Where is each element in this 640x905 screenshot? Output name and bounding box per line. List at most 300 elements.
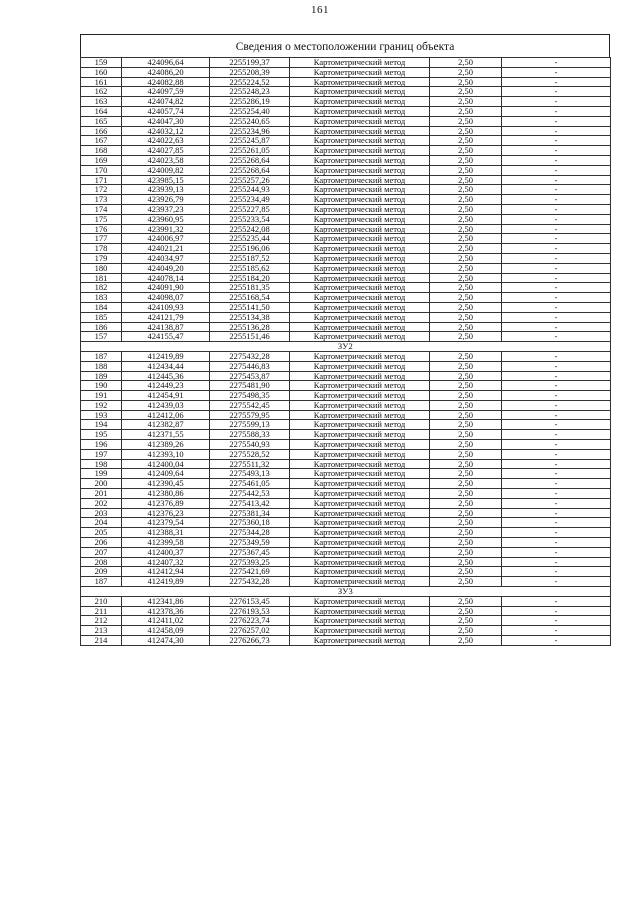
point-number-cell: 187 xyxy=(81,351,122,361)
table-row xyxy=(81,469,611,479)
x-coordinate-cell: 412341,86 xyxy=(122,596,210,606)
x-coordinate-cell: 423939,13 xyxy=(122,185,210,195)
y-coordinate-cell: 2255233,54 xyxy=(210,214,290,224)
x-coordinate-cell: 412474,30 xyxy=(122,636,210,646)
method-cell: Картометрический метод xyxy=(290,351,430,361)
accuracy-cell: 2,50 xyxy=(430,302,502,312)
accuracy-cell: 2,50 xyxy=(430,185,502,195)
table-row xyxy=(81,528,611,538)
method-cell: Картометрический метод xyxy=(290,547,430,557)
point-number-cell: 209 xyxy=(81,567,122,577)
accuracy-cell: 2,50 xyxy=(430,293,502,303)
method-cell: Картометрический метод xyxy=(290,195,430,205)
accuracy-cell: 2,50 xyxy=(430,410,502,420)
method-cell: Картометрический метод xyxy=(290,293,430,303)
table-row xyxy=(81,449,611,459)
table-row xyxy=(81,77,611,87)
table-row xyxy=(81,616,611,626)
coordinates-table-body xyxy=(81,58,611,646)
accuracy-cell: 2,50 xyxy=(430,577,502,587)
table-row xyxy=(81,146,611,156)
table-row xyxy=(81,116,611,126)
extra-cell: - xyxy=(502,508,611,518)
extra-cell: - xyxy=(502,185,611,195)
table-row xyxy=(81,538,611,548)
accuracy-cell: 2,50 xyxy=(430,312,502,322)
x-coordinate-cell: 412378,36 xyxy=(122,606,210,616)
point-number-cell: 193 xyxy=(81,410,122,420)
point-number-cell: 161 xyxy=(81,77,122,87)
extra-cell: - xyxy=(502,302,611,312)
method-cell: Картометрический метод xyxy=(290,273,430,283)
accuracy-cell: 2,50 xyxy=(430,155,502,165)
table-row xyxy=(81,185,611,195)
method-cell: Картометрический метод xyxy=(290,322,430,332)
method-cell: Картометрический метод xyxy=(290,175,430,185)
accuracy-cell: 2,50 xyxy=(430,234,502,244)
accuracy-cell: 2,50 xyxy=(430,195,502,205)
method-cell: Картометрический метод xyxy=(290,244,430,254)
table-row xyxy=(81,547,611,557)
y-coordinate-cell: 2275498,35 xyxy=(210,391,290,401)
point-number-cell: 168 xyxy=(81,146,122,156)
accuracy-cell: 2,50 xyxy=(430,165,502,175)
extra-cell: - xyxy=(502,77,611,87)
y-coordinate-cell: 2255136,28 xyxy=(210,322,290,332)
method-cell: Картометрический метод xyxy=(290,116,430,126)
table-row xyxy=(81,381,611,391)
table-row xyxy=(81,410,611,420)
table-row xyxy=(81,106,611,116)
y-coordinate-cell: 2275381,34 xyxy=(210,508,290,518)
accuracy-cell: 2,50 xyxy=(430,606,502,616)
table-row xyxy=(81,391,611,401)
accuracy-cell: 2,50 xyxy=(430,381,502,391)
table-row xyxy=(81,175,611,185)
accuracy-cell: 2,50 xyxy=(430,489,502,499)
x-coordinate-cell: 423991,32 xyxy=(122,224,210,234)
y-coordinate-cell: 2275349,59 xyxy=(210,538,290,548)
y-coordinate-cell: 2255181,35 xyxy=(210,283,290,293)
table-row xyxy=(81,371,611,381)
extra-cell: - xyxy=(502,165,611,175)
x-coordinate-cell: 424049,20 xyxy=(122,263,210,273)
point-number-cell: 189 xyxy=(81,371,122,381)
point-number-cell: 173 xyxy=(81,195,122,205)
method-cell: Картометрический метод xyxy=(290,234,430,244)
point-number-cell: 157 xyxy=(81,332,122,342)
extra-cell: - xyxy=(502,214,611,224)
point-number-cell: 202 xyxy=(81,498,122,508)
extra-cell: - xyxy=(502,322,611,332)
table-row xyxy=(81,577,611,587)
x-coordinate-cell: 424097,59 xyxy=(122,87,210,97)
table-title: Сведения о местоположении границ объекта xyxy=(80,34,610,57)
accuracy-cell: 2,50 xyxy=(430,126,502,136)
accuracy-cell: 2,50 xyxy=(430,616,502,626)
extra-cell: - xyxy=(502,87,611,97)
method-cell: Картометрический метод xyxy=(290,636,430,646)
y-coordinate-cell: 2255248,23 xyxy=(210,87,290,97)
extra-cell: - xyxy=(502,381,611,391)
extra-cell: - xyxy=(502,636,611,646)
point-number-cell: 174 xyxy=(81,204,122,214)
y-coordinate-cell: 2255254,40 xyxy=(210,106,290,116)
table-row xyxy=(81,67,611,77)
method-cell: Картометрический метод xyxy=(290,410,430,420)
page-number: 161 xyxy=(311,4,329,16)
table-row xyxy=(81,596,611,606)
accuracy-cell: 2,50 xyxy=(430,636,502,646)
method-cell: Картометрический метод xyxy=(290,302,430,312)
table-row xyxy=(81,361,611,371)
point-number-cell: 177 xyxy=(81,234,122,244)
accuracy-cell: 2,50 xyxy=(430,67,502,77)
extra-cell: - xyxy=(502,440,611,450)
point-number-cell: 203 xyxy=(81,508,122,518)
accuracy-cell: 2,50 xyxy=(430,273,502,283)
point-number-cell: 159 xyxy=(81,58,122,68)
method-cell: Картометрический метод xyxy=(290,508,430,518)
accuracy-cell: 2,50 xyxy=(430,97,502,107)
extra-cell: - xyxy=(502,244,611,254)
y-coordinate-cell: 2255242,08 xyxy=(210,224,290,234)
section-label-row xyxy=(81,342,611,352)
accuracy-cell: 2,50 xyxy=(430,508,502,518)
extra-cell: - xyxy=(502,449,611,459)
y-coordinate-cell: 2255240,65 xyxy=(210,116,290,126)
extra-cell: - xyxy=(502,97,611,107)
point-number-cell: 169 xyxy=(81,155,122,165)
x-coordinate-cell: 412390,45 xyxy=(122,479,210,489)
extra-cell: - xyxy=(502,224,611,234)
point-number-cell: 207 xyxy=(81,547,122,557)
point-number-cell: 179 xyxy=(81,253,122,263)
method-cell: Картометрический метод xyxy=(290,469,430,479)
y-coordinate-cell: 2275493,13 xyxy=(210,469,290,479)
point-number-cell: 191 xyxy=(81,391,122,401)
x-coordinate-cell: 424098,07 xyxy=(122,293,210,303)
method-cell: Картометрический метод xyxy=(290,165,430,175)
point-number-cell: 199 xyxy=(81,469,122,479)
method-cell: Картометрический метод xyxy=(290,498,430,508)
x-coordinate-cell: 412412,06 xyxy=(122,410,210,420)
extra-cell: - xyxy=(502,391,611,401)
extra-cell: - xyxy=(502,489,611,499)
x-coordinate-cell: 424022,63 xyxy=(122,136,210,146)
extra-cell: - xyxy=(502,606,611,616)
method-cell: Картометрический метод xyxy=(290,557,430,567)
point-number-cell: 160 xyxy=(81,67,122,77)
method-cell: Картометрический метод xyxy=(290,420,430,430)
accuracy-cell: 2,50 xyxy=(430,175,502,185)
x-coordinate-cell: 412400,37 xyxy=(122,547,210,557)
method-cell: Картометрический метод xyxy=(290,400,430,410)
accuracy-cell: 2,50 xyxy=(430,440,502,450)
accuracy-cell: 2,50 xyxy=(430,214,502,224)
section-label: ЗУ3 xyxy=(81,587,611,597)
extra-cell: - xyxy=(502,498,611,508)
accuracy-cell: 2,50 xyxy=(430,430,502,440)
accuracy-cell: 2,50 xyxy=(430,263,502,273)
point-number-cell: 208 xyxy=(81,557,122,567)
boundary-coordinates-document xyxy=(80,34,610,646)
extra-cell: - xyxy=(502,175,611,185)
y-coordinate-cell: 2275421,69 xyxy=(210,567,290,577)
x-coordinate-cell: 424109,93 xyxy=(122,302,210,312)
extra-cell: - xyxy=(502,312,611,322)
method-cell: Картометрический метод xyxy=(290,87,430,97)
method-cell: Картометрический метод xyxy=(290,449,430,459)
y-coordinate-cell: 2255244,93 xyxy=(210,185,290,195)
point-number-cell: 188 xyxy=(81,361,122,371)
accuracy-cell: 2,50 xyxy=(430,146,502,156)
table-row xyxy=(81,302,611,312)
method-cell: Картометрический метод xyxy=(290,606,430,616)
y-coordinate-cell: 2276193,53 xyxy=(210,606,290,616)
x-coordinate-cell: 424121,79 xyxy=(122,312,210,322)
method-cell: Картометрический метод xyxy=(290,224,430,234)
method-cell: Картометрический метод xyxy=(290,106,430,116)
accuracy-cell: 2,50 xyxy=(430,253,502,263)
x-coordinate-cell: 423937,23 xyxy=(122,204,210,214)
table-row xyxy=(81,283,611,293)
method-cell: Картометрический метод xyxy=(290,332,430,342)
extra-cell: - xyxy=(502,283,611,293)
method-cell: Картометрический метод xyxy=(290,459,430,469)
method-cell: Картометрический метод xyxy=(290,312,430,322)
y-coordinate-cell: 2275432,28 xyxy=(210,577,290,587)
x-coordinate-cell: 412454,91 xyxy=(122,391,210,401)
method-cell: Картометрический метод xyxy=(290,204,430,214)
table-row xyxy=(81,400,611,410)
y-coordinate-cell: 2275511,32 xyxy=(210,459,290,469)
x-coordinate-cell: 412439,03 xyxy=(122,400,210,410)
table-row xyxy=(81,204,611,214)
table-row xyxy=(81,489,611,499)
point-number-cell: 164 xyxy=(81,106,122,116)
method-cell: Картометрический метод xyxy=(290,430,430,440)
point-number-cell: 170 xyxy=(81,165,122,175)
x-coordinate-cell: 424096,64 xyxy=(122,58,210,68)
point-number-cell: 190 xyxy=(81,381,122,391)
y-coordinate-cell: 2275528,52 xyxy=(210,449,290,459)
point-number-cell: 201 xyxy=(81,489,122,499)
point-number-cell: 163 xyxy=(81,97,122,107)
section-label-row xyxy=(81,587,611,597)
accuracy-cell: 2,50 xyxy=(430,498,502,508)
section-label: ЗУ2 xyxy=(81,342,611,352)
x-coordinate-cell: 412419,89 xyxy=(122,351,210,361)
method-cell: Картометрический метод xyxy=(290,577,430,587)
method-cell: Картометрический метод xyxy=(290,253,430,263)
y-coordinate-cell: 2275588,33 xyxy=(210,430,290,440)
x-coordinate-cell: 423926,79 xyxy=(122,195,210,205)
table-row xyxy=(81,136,611,146)
extra-cell: - xyxy=(502,459,611,469)
y-coordinate-cell: 2255257,26 xyxy=(210,175,290,185)
y-coordinate-cell: 2255234,96 xyxy=(210,126,290,136)
y-coordinate-cell: 2276223,74 xyxy=(210,616,290,626)
x-coordinate-cell: 412445,36 xyxy=(122,371,210,381)
point-number-cell: 183 xyxy=(81,293,122,303)
extra-cell: - xyxy=(502,596,611,606)
table-row xyxy=(81,214,611,224)
accuracy-cell: 2,50 xyxy=(430,391,502,401)
y-coordinate-cell: 2276153,45 xyxy=(210,596,290,606)
table-row xyxy=(81,557,611,567)
point-number-cell: 181 xyxy=(81,273,122,283)
table-row xyxy=(81,263,611,273)
x-coordinate-cell: 412458,09 xyxy=(122,626,210,636)
y-coordinate-cell: 2275367,45 xyxy=(210,547,290,557)
table-row xyxy=(81,155,611,165)
accuracy-cell: 2,50 xyxy=(430,244,502,254)
accuracy-cell: 2,50 xyxy=(430,322,502,332)
table-row xyxy=(81,459,611,469)
point-number-cell: 180 xyxy=(81,263,122,273)
x-coordinate-cell: 424086,20 xyxy=(122,67,210,77)
method-cell: Картометрический метод xyxy=(290,97,430,107)
extra-cell: - xyxy=(502,126,611,136)
point-number-cell: 186 xyxy=(81,322,122,332)
x-coordinate-cell: 424078,14 xyxy=(122,273,210,283)
accuracy-cell: 2,50 xyxy=(430,106,502,116)
extra-cell: - xyxy=(502,263,611,273)
y-coordinate-cell: 2255199,37 xyxy=(210,58,290,68)
y-coordinate-cell: 2275442,53 xyxy=(210,489,290,499)
y-coordinate-cell: 2255268,64 xyxy=(210,165,290,175)
point-number-cell: 178 xyxy=(81,244,122,254)
extra-cell: - xyxy=(502,234,611,244)
method-cell: Картометрический метод xyxy=(290,616,430,626)
point-number-cell: 212 xyxy=(81,616,122,626)
y-coordinate-cell: 2275393,25 xyxy=(210,557,290,567)
extra-cell: - xyxy=(502,67,611,77)
accuracy-cell: 2,50 xyxy=(430,87,502,97)
extra-cell: - xyxy=(502,528,611,538)
extra-cell: - xyxy=(502,58,611,68)
accuracy-cell: 2,50 xyxy=(430,596,502,606)
extra-cell: - xyxy=(502,547,611,557)
x-coordinate-cell: 412399,58 xyxy=(122,538,210,548)
table-row xyxy=(81,253,611,263)
method-cell: Картометрический метод xyxy=(290,440,430,450)
coordinates-table xyxy=(80,57,611,646)
table-row xyxy=(81,293,611,303)
table-row xyxy=(81,126,611,136)
point-number-cell: 175 xyxy=(81,214,122,224)
x-coordinate-cell: 424034,97 xyxy=(122,253,210,263)
y-coordinate-cell: 2255235,44 xyxy=(210,234,290,244)
x-coordinate-cell: 412449,23 xyxy=(122,381,210,391)
point-number-cell: 213 xyxy=(81,626,122,636)
x-coordinate-cell: 424027,85 xyxy=(122,146,210,156)
x-coordinate-cell: 412419,89 xyxy=(122,577,210,587)
extra-cell: - xyxy=(502,136,611,146)
extra-cell: - xyxy=(502,371,611,381)
accuracy-cell: 2,50 xyxy=(430,557,502,567)
extra-cell: - xyxy=(502,204,611,214)
x-coordinate-cell: 412407,32 xyxy=(122,557,210,567)
point-number-cell: 206 xyxy=(81,538,122,548)
x-coordinate-cell: 412388,31 xyxy=(122,528,210,538)
accuracy-cell: 2,50 xyxy=(430,547,502,557)
x-coordinate-cell: 424138,87 xyxy=(122,322,210,332)
x-coordinate-cell: 424009,82 xyxy=(122,165,210,175)
table-row xyxy=(81,636,611,646)
method-cell: Картометрический метод xyxy=(290,371,430,381)
table-row xyxy=(81,626,611,636)
method-cell: Картометрический метод xyxy=(290,391,430,401)
y-coordinate-cell: 2275599,13 xyxy=(210,420,290,430)
extra-cell: - xyxy=(502,195,611,205)
accuracy-cell: 2,50 xyxy=(430,459,502,469)
accuracy-cell: 2,50 xyxy=(430,77,502,87)
method-cell: Картометрический метод xyxy=(290,67,430,77)
table-row xyxy=(81,97,611,107)
y-coordinate-cell: 2255184,20 xyxy=(210,273,290,283)
x-coordinate-cell: 423985,15 xyxy=(122,175,210,185)
accuracy-cell: 2,50 xyxy=(430,420,502,430)
accuracy-cell: 2,50 xyxy=(430,224,502,234)
method-cell: Картометрический метод xyxy=(290,528,430,538)
point-number-cell: 210 xyxy=(81,596,122,606)
table-row xyxy=(81,58,611,68)
point-number-cell: 195 xyxy=(81,430,122,440)
method-cell: Картометрический метод xyxy=(290,126,430,136)
point-number-cell: 205 xyxy=(81,528,122,538)
point-number-cell: 187 xyxy=(81,577,122,587)
point-number-cell: 200 xyxy=(81,479,122,489)
accuracy-cell: 2,50 xyxy=(430,626,502,636)
table-row xyxy=(81,440,611,450)
point-number-cell: 194 xyxy=(81,420,122,430)
accuracy-cell: 2,50 xyxy=(430,469,502,479)
x-coordinate-cell: 424021,21 xyxy=(122,244,210,254)
accuracy-cell: 2,50 xyxy=(430,371,502,381)
table-row xyxy=(81,244,611,254)
y-coordinate-cell: 2255234,49 xyxy=(210,195,290,205)
y-coordinate-cell: 2275481,90 xyxy=(210,381,290,391)
point-number-cell: 192 xyxy=(81,400,122,410)
x-coordinate-cell: 424032,12 xyxy=(122,126,210,136)
method-cell: Картометрический метод xyxy=(290,518,430,528)
extra-cell: - xyxy=(502,253,611,263)
point-number-cell: 165 xyxy=(81,116,122,126)
y-coordinate-cell: 2275446,83 xyxy=(210,361,290,371)
x-coordinate-cell: 412379,54 xyxy=(122,518,210,528)
point-number-cell: 171 xyxy=(81,175,122,185)
method-cell: Картометрический метод xyxy=(290,263,430,273)
table-row xyxy=(81,508,611,518)
point-number-cell: 166 xyxy=(81,126,122,136)
x-coordinate-cell: 423960,95 xyxy=(122,214,210,224)
table-row xyxy=(81,518,611,528)
y-coordinate-cell: 2275542,45 xyxy=(210,400,290,410)
point-number-cell: 162 xyxy=(81,87,122,97)
accuracy-cell: 2,50 xyxy=(430,538,502,548)
accuracy-cell: 2,50 xyxy=(430,567,502,577)
table-row xyxy=(81,224,611,234)
x-coordinate-cell: 424047,30 xyxy=(122,116,210,126)
y-coordinate-cell: 2255286,19 xyxy=(210,97,290,107)
extra-cell: - xyxy=(502,577,611,587)
method-cell: Картометрический метод xyxy=(290,489,430,499)
y-coordinate-cell: 2255187,52 xyxy=(210,253,290,263)
y-coordinate-cell: 2255245,87 xyxy=(210,136,290,146)
x-coordinate-cell: 424091,90 xyxy=(122,283,210,293)
